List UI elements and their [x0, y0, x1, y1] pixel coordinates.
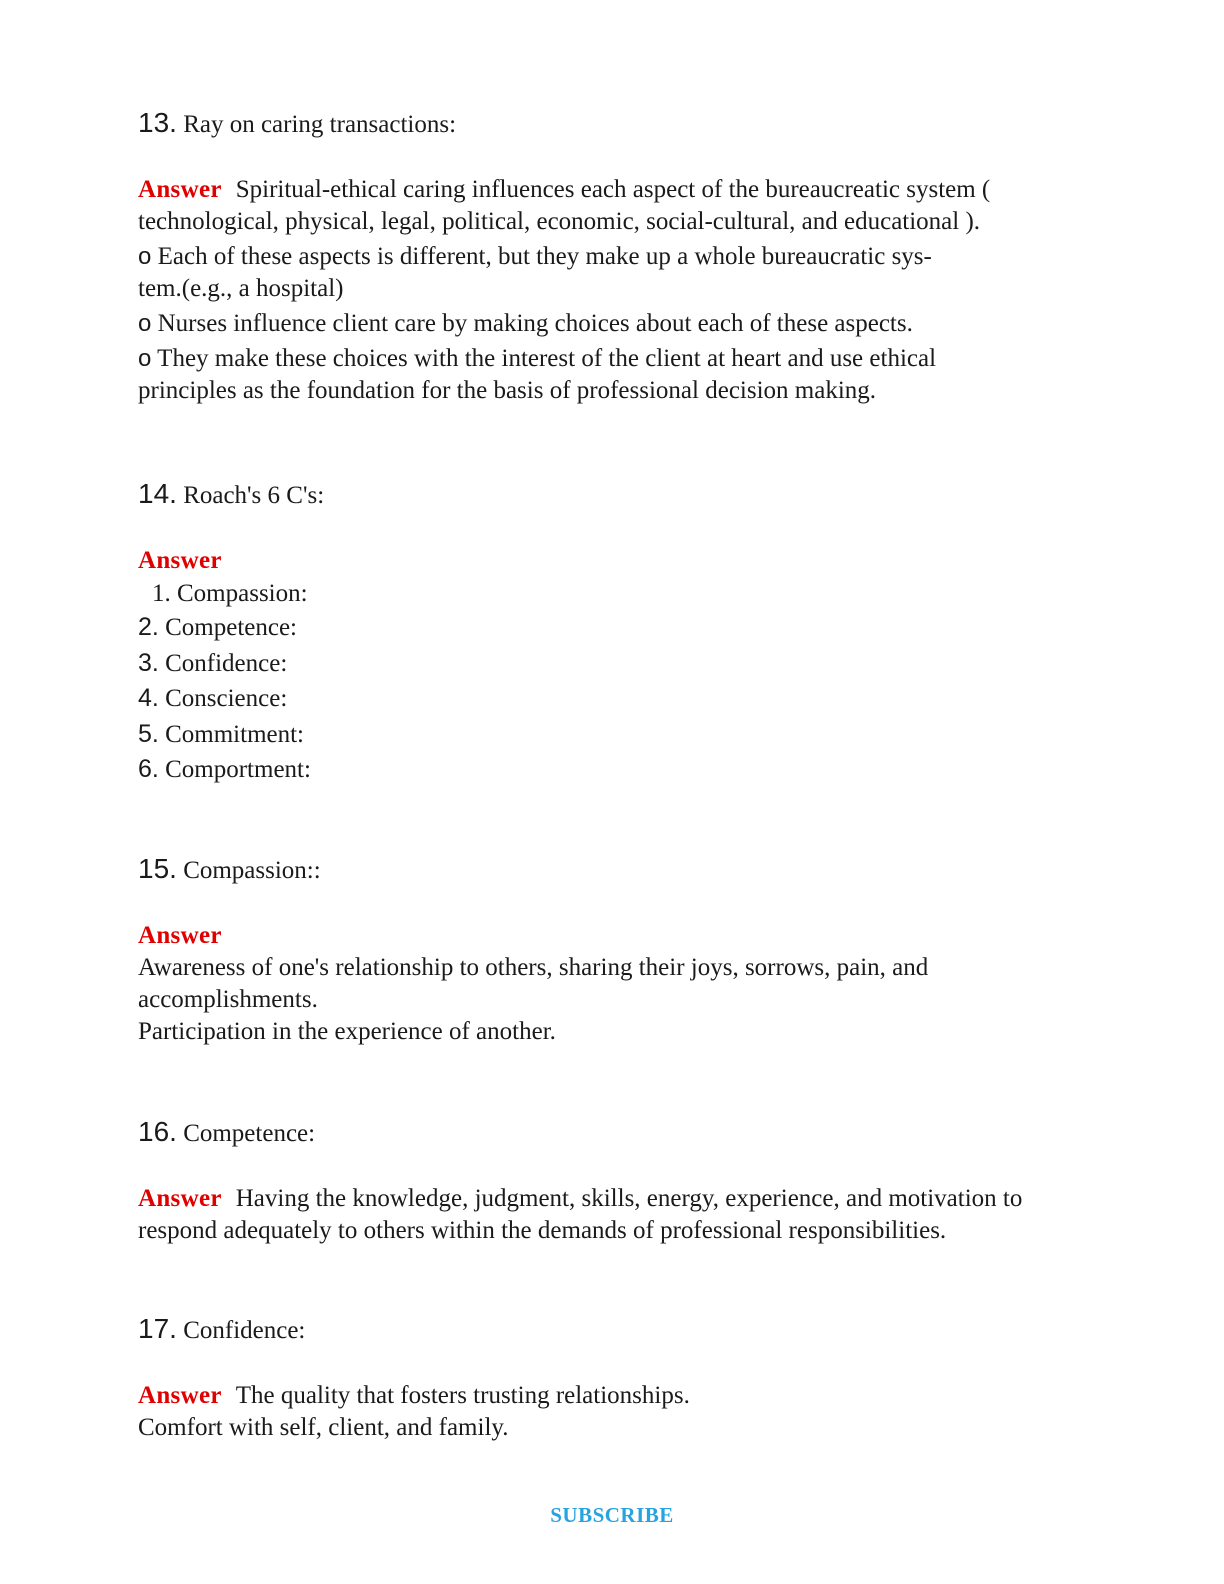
bullet-item: o They make these choices with the interest of the client at heart and use ethical principles as the foundation for the basis of professional decision making.: [138, 345, 937, 404]
question-number: 15.: [138, 852, 177, 884]
question-15: [138, 852, 1108, 1048]
answer-block: [138, 174, 1108, 238]
question-16: [138, 1115, 1108, 1247]
question-heading: [138, 852, 1108, 888]
answer-block: Answer Having the knowledge, judgment, skills, energy, experience, and motivation to respond adequately to others within the demands of professional responsibilities.: [138, 1184, 1023, 1244]
answer-text: technological, physical, legal, political, economic, social-cultural, and educational ).: [138, 208, 981, 235]
question-heading: [138, 1115, 1108, 1151]
bullet-item: o Nurses influence client care by making choices about each of these aspects.: [138, 310, 913, 337]
list-item: 2. Competence:: [138, 613, 298, 641]
question-title: Compassion::: [183, 856, 321, 884]
question-number: 13.: [138, 107, 177, 138]
question-title: Roach's 6 C's:: [183, 482, 325, 509]
question-17: [138, 1312, 1108, 1444]
question-14: [138, 477, 1108, 788]
list-item: 1. Compassion:: [152, 580, 308, 607]
answer-label: Answer: [138, 921, 222, 949]
answer-block: [138, 545, 1108, 788]
question-title: Confidence:: [183, 1316, 306, 1344]
list-item: 5. Commitment:: [138, 719, 305, 748]
list-item: 3. Confidence:: [138, 648, 288, 677]
subscribe-link[interactable]: SUBSCRIBE: [550, 1503, 674, 1527]
answer-label: Answer: [138, 547, 222, 574]
list-item: 4. Conscience:: [138, 684, 288, 712]
bullet-icon: o: [138, 243, 152, 270]
question-title: Competence:: [183, 1119, 316, 1147]
question-number: 16.: [138, 1115, 177, 1147]
answer-label: Answer: [138, 1381, 222, 1409]
question-number: 17.: [138, 1312, 177, 1344]
answer-block: Answer The quality that fosters trusting relationships. Comfort with self, client, and family.: [138, 1381, 690, 1441]
question-number: 14.: [138, 478, 177, 509]
question-title: Ray on caring transactions:: [183, 111, 457, 138]
question-heading: [138, 477, 1108, 513]
answer-text: Spiritual-ethical caring influences each aspect of the bureaucreatic system (: [235, 176, 991, 203]
list-item: 6. Comportment:: [138, 755, 311, 783]
question-13: [138, 106, 1108, 407]
bullet-icon: o: [138, 345, 152, 372]
answer-label: Answer: [138, 1184, 222, 1212]
bullet-icon: o: [138, 310, 152, 337]
question-heading: [138, 1312, 1108, 1348]
answer-label: Answer: [138, 176, 222, 203]
question-heading: [138, 106, 1108, 142]
bullet-item: o Each of these aspects is different, but they make up a whole bureaucratic sys- tem.(e.g., a hospital): [138, 243, 932, 302]
answer-block: Answer Awareness of one's relationship to others, sharing their joys, sorrows, pain, and accomplishments. Participation in the experience of another.: [138, 920, 1108, 1048]
document-page: [138, 106, 1108, 1444]
